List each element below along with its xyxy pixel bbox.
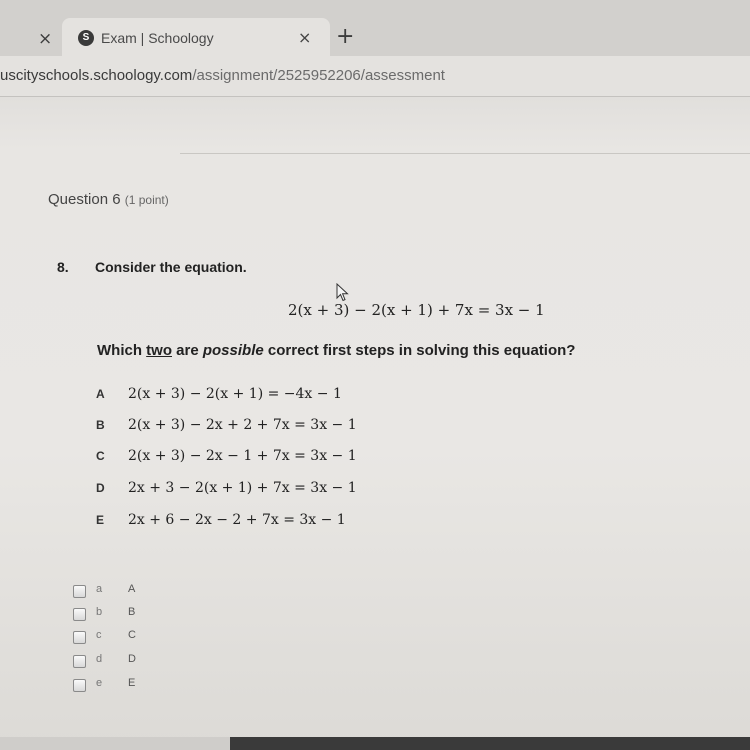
choice-letter: B [96,418,105,432]
bezel-highlight [0,737,230,750]
answer-option-label: A [128,583,136,595]
choice-letter: C [96,449,105,463]
question-number: 8. [57,259,69,275]
question-header [48,191,169,208]
url-path: /assignment/2525952206/assessment [192,67,445,84]
choice-b [96,416,357,438]
answer-checkbox[interactable] [73,631,86,644]
answer-option-label: D [128,653,136,665]
choice-letter: A [96,387,105,401]
choice-expression: 2(x + 3) − 2x + 2 + 7x = 3x − 1 [128,417,357,433]
choice-letter: D [96,481,105,495]
question-instruction [97,342,575,359]
mouse-cursor-icon [336,283,350,303]
tab-title: Exam | Schoology [101,30,214,46]
divider [180,153,750,154]
answer-option-id: d [96,653,103,665]
answer-checkbox[interactable] [73,679,86,692]
choice-d [96,479,357,501]
question-title: Question 6 [48,191,121,208]
choice-expression: 2(x + 3) − 2(x + 1) = −4x − 1 [128,386,342,402]
answer-checkbox[interactable] [73,655,86,668]
url-field[interactable] [0,67,445,84]
answer-checkbox[interactable] [73,585,86,598]
answer-option-label: B [128,606,136,618]
choice-expression: 2(x + 3) − 2x − 1 + 7x = 3x − 1 [128,448,357,464]
url-domain: uscityschools.schoology.com [0,67,193,84]
answer-checkbox[interactable] [73,608,86,621]
browser-tab-bar [0,0,750,56]
instruction-text: correct first steps in solving this equation? [263,342,576,359]
choice-e [96,511,346,533]
answer-option-label: C [128,629,136,641]
choice-expression: 2x + 6 − 2x − 2 + 7x = 3x − 1 [128,512,346,528]
schoology-icon: S [78,30,94,46]
close-icon[interactable]: × [38,29,53,49]
instruction-text: are [172,342,203,359]
address-bar[interactable] [0,56,750,97]
choice-c [96,447,357,469]
question-points: (1 point) [124,193,169,207]
answer-option-label: E [128,677,136,689]
instruction-emphasis-possible: possible [202,342,264,359]
answer-option-id: b [96,606,103,618]
answer-option-id: a [96,583,103,595]
screen-bezel [0,737,750,750]
answer-option-id: c [96,629,102,641]
question-prompt: Consider the equation. [95,259,247,275]
instruction-emphasis-two: two [146,342,172,359]
instruction-text: Which [97,342,147,359]
answer-option-id: e [96,677,103,689]
close-icon[interactable]: × [298,28,312,47]
choice-expression: 2x + 3 − 2(x + 1) + 7x = 3x − 1 [128,480,357,496]
equation: 2(x + 3) − 2(x + 1) + 7x = 3x − 1 [288,301,545,319]
choice-letter: E [96,513,105,527]
tab-exam-schoology[interactable] [62,18,330,56]
choice-a [96,385,342,407]
new-tab-icon[interactable]: + [336,24,355,49]
